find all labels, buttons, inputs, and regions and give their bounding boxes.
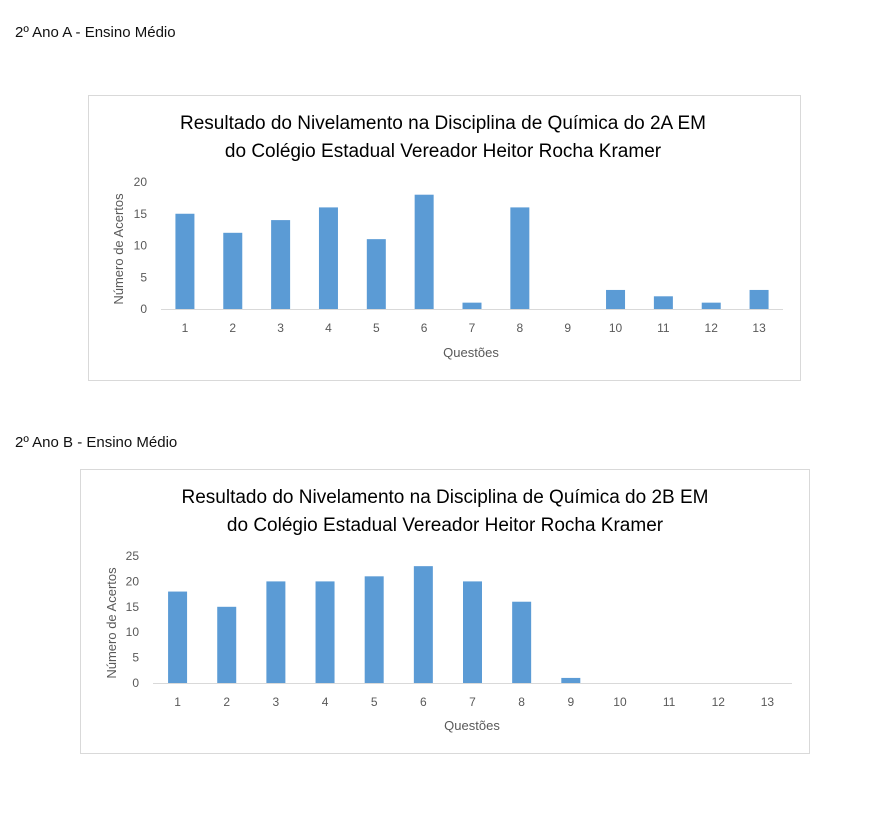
x-tick-label: 13 xyxy=(760,695,775,709)
x-tick-label: 6 xyxy=(420,695,427,709)
y-tick-label: 5 xyxy=(132,650,139,665)
bar xyxy=(367,239,386,309)
bar xyxy=(217,607,236,683)
x-tick-label: 2 xyxy=(229,321,237,335)
chart-subtitle: do Colégio Estadual Vereador Heitor Rocha Kramer xyxy=(226,515,664,536)
chart-2a-svg xyxy=(89,96,800,380)
x-tick-label: 12 xyxy=(704,321,718,335)
x-tick-label: 3 xyxy=(277,321,284,335)
y-tick-label: 20 xyxy=(125,574,139,589)
y-tick-label: 20 xyxy=(133,175,147,189)
x-tick-label: 7 xyxy=(469,695,476,709)
bar xyxy=(319,207,338,309)
chart-title: Resultado do Nivelamento na Disciplina de Química do 2A EM xyxy=(180,113,706,134)
x-tick-label: 10 xyxy=(608,321,623,335)
bar xyxy=(316,581,335,683)
y-axis-label: Número de Acertos xyxy=(111,193,126,305)
y-tick-label: 10 xyxy=(125,625,139,640)
chart-subtitle: do Colégio Estadual Vereador Heitor Rocha Kramer xyxy=(224,141,662,162)
x-tick-label: 5 xyxy=(370,695,378,709)
bar xyxy=(750,290,769,309)
x-tick-label: 7 xyxy=(468,321,476,335)
chart-2a xyxy=(88,95,801,381)
chart-title: Resultado do Nivelamento na Disciplina de Química do 2B EM xyxy=(181,487,709,508)
bar xyxy=(415,195,434,309)
x-tick-label: 4 xyxy=(321,695,329,709)
y-tick-label: 15 xyxy=(125,599,139,614)
bar xyxy=(168,592,187,683)
x-tick-label: 11 xyxy=(662,695,676,709)
y-tick-label: 0 xyxy=(132,676,139,690)
x-axis-label: Questões xyxy=(444,718,500,733)
bar xyxy=(266,581,285,683)
bar xyxy=(223,233,242,309)
x-tick-label: 4 xyxy=(325,321,332,335)
bar xyxy=(606,290,625,309)
bar xyxy=(463,303,482,309)
x-tick-label: 2 xyxy=(223,695,231,709)
bar xyxy=(654,296,673,309)
x-tick-label: 9 xyxy=(567,695,575,709)
x-tick-label: 5 xyxy=(372,321,380,335)
y-tick-label: 10 xyxy=(133,238,147,253)
bar xyxy=(463,581,482,683)
y-tick-label: 15 xyxy=(133,206,147,221)
x-tick-label: 10 xyxy=(613,695,627,709)
x-tick-label: 13 xyxy=(752,321,766,335)
section-label-2a: 2º Ano A - Ensino Médio xyxy=(15,24,176,41)
x-tick-label: 3 xyxy=(272,695,280,709)
chart-2b xyxy=(80,469,810,754)
bar xyxy=(702,303,721,309)
x-tick-label: 9 xyxy=(564,321,572,335)
x-tick-label: 6 xyxy=(420,321,428,335)
y-axis-label: Número de Acertos xyxy=(104,567,119,679)
y-tick-label: 5 xyxy=(140,270,147,285)
y-tick-label: 0 xyxy=(140,302,147,316)
section-label-2b: 2º Ano B - Ensino Médio xyxy=(15,434,178,451)
bar xyxy=(510,207,529,309)
y-tick-label: 25 xyxy=(125,549,139,563)
x-axis-label: Questões xyxy=(443,345,499,360)
x-tick-label: 12 xyxy=(711,695,725,709)
bar xyxy=(414,566,433,683)
bar xyxy=(365,576,384,683)
x-tick-label: 11 xyxy=(657,321,670,335)
x-tick-label: 8 xyxy=(516,321,524,335)
bar xyxy=(175,214,194,309)
bar xyxy=(271,220,290,309)
x-tick-label: 8 xyxy=(518,695,525,709)
x-tick-label: 1 xyxy=(174,695,181,709)
bar xyxy=(512,602,531,683)
bar xyxy=(561,678,580,683)
chart-2b-svg xyxy=(81,470,809,753)
x-tick-label: 1 xyxy=(181,321,189,335)
